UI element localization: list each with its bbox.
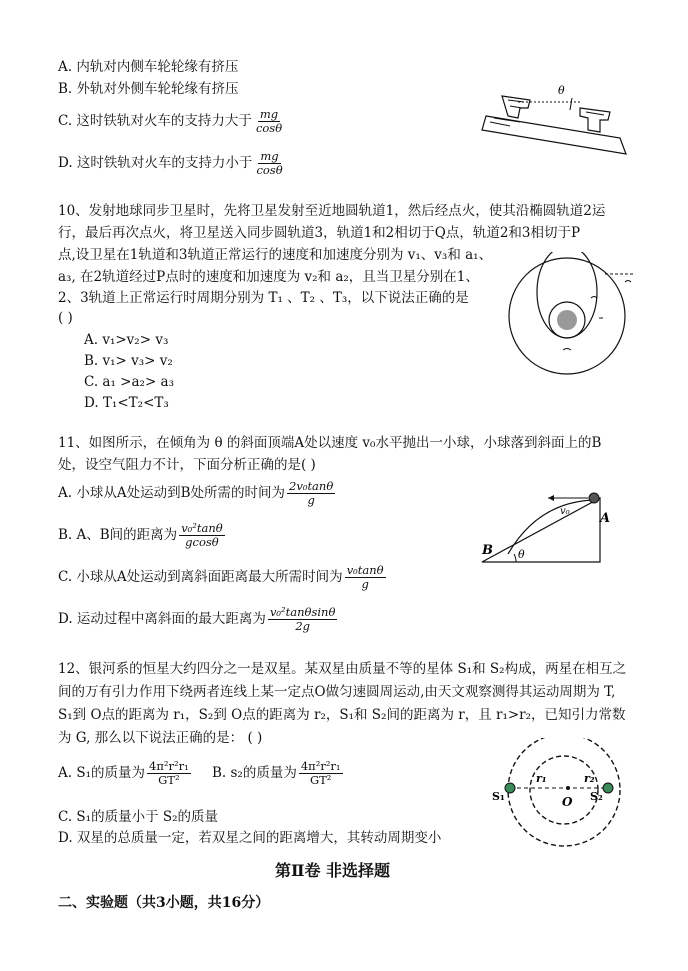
q11-option-c-fraction — [345, 564, 386, 591]
q11-option-b-fraction — [179, 522, 225, 549]
arrow-head — [548, 495, 554, 501]
fraction-numerator: v₀²tanθsinθ — [269, 605, 336, 619]
q11-option-b-text: B. A、B间的距离为 — [58, 527, 178, 543]
fraction-denominator: g — [307, 493, 315, 507]
part-two-heading: 二、实验题（共3小题，共16分） — [58, 895, 270, 911]
orbit-s1 — [508, 738, 620, 846]
q9-option-d-text: D. 这时铁轨对火车的支持力小于 — [58, 155, 253, 171]
q10-line-2: 行，最后再次点火，将卫星送入同步圆轨道3，轨道1和2相切于Q点，轨道2和3相切于P — [58, 225, 581, 241]
q12-option-b-fraction — [299, 760, 343, 787]
q12-option-b-text: B. s₂的质量为 — [212, 765, 297, 781]
q11-option-a-fraction — [287, 480, 335, 507]
fraction-numerator: mg — [260, 149, 279, 163]
q10-option-b: B. v₁> v₃> v₂ — [84, 353, 173, 369]
orbit-s2 — [530, 756, 598, 824]
q11-option-a-text: A. 小球从A处运动到B处所需的时间为 — [58, 485, 286, 501]
fraction-denominator: cosθ — [255, 121, 283, 135]
q11-option-d-fraction — [268, 606, 337, 633]
q10-line-6: ( ) — [58, 310, 73, 326]
fraction-denominator: 2g — [295, 619, 310, 633]
q9-option-d-fraction — [254, 150, 284, 177]
q9-option-d — [58, 150, 287, 177]
track-base — [482, 116, 626, 154]
q9-option-c-text: C. 这时铁轨对火车的支持力大于 — [58, 113, 252, 129]
q11-line-1: 11、如图所示，在倾角为 θ 的斜面顶端A处以速度 v₀水平抛出一小球，小球落到斜面上的B — [58, 435, 602, 451]
q11-option-a — [58, 480, 337, 507]
outer-rail — [580, 108, 610, 132]
ball-icon — [589, 493, 599, 503]
label-r2: r₂ — [584, 772, 595, 785]
mark — [563, 349, 571, 351]
fraction-numerator: mg — [259, 107, 279, 121]
fraction-denominator: GT² — [309, 773, 332, 787]
incline-triangle — [482, 498, 600, 562]
orbit-figure — [505, 252, 645, 380]
fraction-denominator: gcosθ — [185, 535, 219, 549]
fraction-numerator: 4π²r²r₁ — [300, 759, 341, 773]
star-s2-icon — [603, 783, 613, 793]
q12-option-a — [58, 760, 193, 787]
q11-option-b — [58, 522, 227, 549]
fraction-denominator: GT² — [158, 773, 180, 787]
q12-line-4: 为 G, 那么以下说法正确的是： ( ) — [58, 730, 263, 746]
star-s1-icon — [505, 783, 515, 793]
q11-line-2: 处，设空气阻力不计，下面分析正确的是( ) — [58, 457, 316, 473]
q9-option-b: B. 外轨对外侧车轮轮缘有挤压 — [58, 81, 239, 97]
theta-label: θ — [558, 84, 565, 97]
q10-option-c: C. a₁ >a₂> a₃ — [84, 374, 175, 390]
q11-option-d — [58, 606, 339, 633]
q12-option-b — [212, 760, 345, 787]
q12-line-3: S₁到 O点的距离为 r₁，S₂到 O点的距离为 r₂，S₁和 S₂间的距离为 r，且 r₁>r₂，已知引力常数 — [58, 707, 626, 723]
q12-option-a-text: A. S₁的质量为 — [58, 765, 145, 781]
label-o: O — [562, 795, 573, 809]
label-s2: S₂ — [590, 790, 603, 803]
label-a: A — [600, 511, 611, 526]
q12-option-d: D. 双星的总质量一定，若双星之间的距离增大，其转动周期变小 — [58, 830, 442, 846]
label-r1: r₁ — [536, 772, 547, 785]
label-theta: θ — [518, 548, 525, 561]
q12-option-c: C. S₁的质量小于 S₂的质量 — [58, 809, 219, 825]
q9-option-c-fraction — [254, 108, 284, 135]
angle-leg — [570, 98, 572, 110]
label-v0: v₀ — [560, 506, 570, 517]
fraction-denominator: cosθ — [256, 163, 283, 177]
q11-option-d-text: D. 运动过程中离斜面的最大距离为 — [58, 611, 266, 627]
fraction-denominator: g — [361, 577, 369, 591]
q10-option-d: D. T₁<T₂<T₃ — [84, 395, 169, 411]
q12-option-a-fraction — [147, 760, 191, 787]
fraction-numerator: v₀tanθ — [346, 563, 384, 577]
angle-arc — [514, 554, 516, 562]
fraction-numerator: 4π²r²r₁ — [149, 759, 189, 773]
q10-line-5: 2、3轨道上正常运行时周期分别为 T₁ 、T₂ 、T₃，以下说法正确的是 — [58, 290, 469, 306]
q10-line-4: a₃, 在2轨道经过P点时的速度和加速度为 v₂和 a₂，且当卫星分别在1、 — [58, 269, 479, 285]
q11-option-c-text: C. 小球从A处运动到离斜面距离最大所需时间为 — [58, 569, 343, 585]
fraction-numerator: v₀²tanθ — [181, 521, 223, 535]
fraction-numerator: 2v₀tanθ — [289, 479, 334, 493]
mark — [591, 297, 597, 299]
section-title: 第Ⅱ卷 非选择题 — [275, 861, 391, 880]
mark — [625, 281, 631, 283]
earth-icon — [557, 310, 577, 330]
q12-line-1: 12、银河系的恒星大约四分之一是双星。某双星由质量不等的星体 S₁和 S₂构成，两星在相互之 — [58, 661, 627, 677]
q9-option-c — [58, 108, 286, 135]
q11-option-c — [58, 564, 388, 591]
q10-line-3: 点,设卫星在1轨道和3轨道正常运行的速度和加速度分别为 v₁、v₃和 a₁、 — [58, 247, 493, 263]
banked-track-figure — [480, 78, 630, 158]
label-s1: S₁ — [492, 790, 505, 803]
q10-option-a: A. v₁>v₂> v₃ — [84, 332, 169, 348]
binary-star-figure — [488, 738, 628, 850]
center-point — [566, 786, 570, 790]
label-b: B — [482, 543, 493, 558]
q12-line-2: 间的万有引力作用下绕两者连线上某一定点O做匀速圆周运动,由天文观察测得其运动周期为 T, — [58, 684, 616, 700]
incline-figure — [478, 488, 618, 568]
q10-line-1: 10、发射地球同步卫星时，先将卫星发射至近地圆轨道1，然后经点火，使其沿椭圆轨道2运 — [58, 203, 606, 219]
q9-option-a: A. 内轨对内侧车轮轮缘有挤压 — [58, 59, 239, 75]
